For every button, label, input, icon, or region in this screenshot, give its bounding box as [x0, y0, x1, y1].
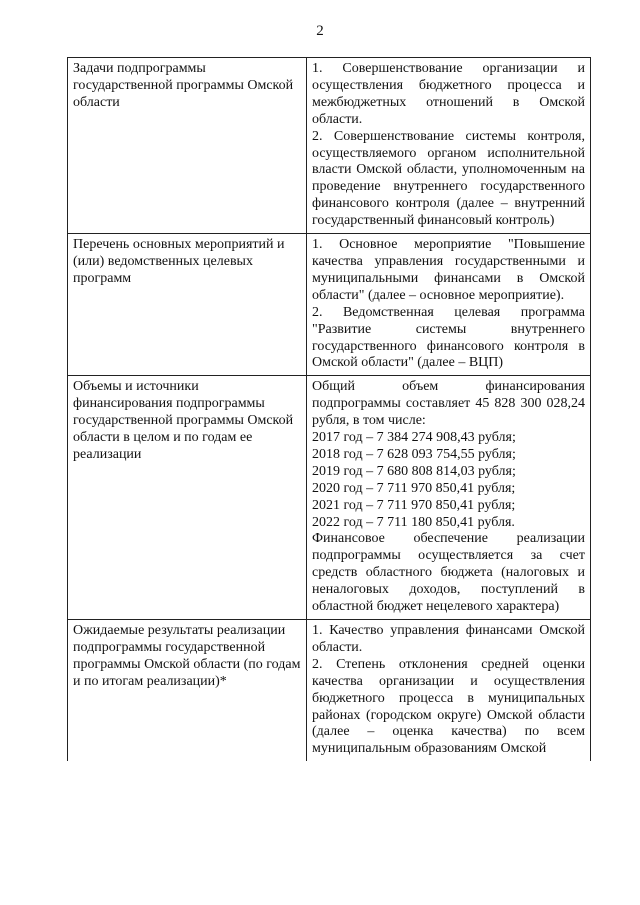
funding-year-line: 2018 год – 7 628 093 754,55 рубля;	[312, 446, 516, 462]
row-label: Объемы и источники финансирования подпрограммы государственной программы Омской области в целом и по годам ее реализации	[68, 376, 307, 620]
table-row-funding	[68, 376, 591, 620]
subprogram-passport-table	[67, 57, 591, 761]
value-paragraph: 1. Совершенствование организации и осуществления бюджетного процесса и межбюджетных отношений в Омской области.	[312, 61, 585, 127]
table-row-results	[68, 620, 591, 762]
value-paragraph: 2. Степень отклонения средней оценки качества организации и осуществления бюджетного процесса в муниципальных районах (городском округе) Омской области (далее – оценка качества) по всем муниципальным образованиям Омской	[312, 656, 585, 757]
page-number: 2	[316, 23, 324, 39]
value-paragraph: Финансовое обеспечение реализации подпрограммы осуществляется за счет средств областного бюджета (налоговых и неналоговых доходов, поступлений в областной бюджет нецелевого характера)	[312, 531, 585, 615]
funding-year-line: 2021 год – 7 711 970 850,41 рубля;	[312, 497, 516, 513]
row-label: Задачи подпрограммы государственной программы Омской области	[68, 58, 307, 234]
funding-year-line: 2020 год – 7 711 970 850,41 рубля;	[312, 480, 516, 496]
row-value	[307, 620, 591, 762]
row-value	[307, 376, 591, 620]
row-label: Перечень основных мероприятий и (или) ведомственных целевых программ	[68, 234, 307, 376]
value-paragraph: 2. Ведомственная целевая программа "Развитие системы внутреннего государственного финансового контроля в Омской области" (далее – ВЦП)	[312, 304, 585, 371]
value-paragraph: Общий объем финансирования подпрограммы составляет 45 828 300 028,24 рубля, в том числе:	[312, 379, 585, 429]
funding-year-line: 2019 год – 7 680 808 814,03 рубля;	[312, 463, 516, 479]
row-value	[307, 234, 591, 376]
table-row-tasks	[68, 58, 591, 234]
funding-year-line: 2017 год – 7 384 274 908,43 рубля;	[312, 430, 516, 446]
value-paragraph: 2. Совершенствование системы контроля, осуществляемого органом исполнительной власти Омской области, уполномоченным на проведение внутреннего государственного финансового контроля (далее – внутренний государственный финансовый контроль)	[312, 128, 585, 229]
row-value	[307, 58, 591, 234]
value-paragraph: 1. Качество управления финансами Омской области.	[312, 623, 585, 655]
row-label: Ожидаемые результаты реализации подпрограммы государственной программы Омской области (по годам и по итогам реализации)*	[68, 620, 307, 762]
funding-year-line: 2022 год – 7 711 180 850,41 рубля.	[312, 514, 515, 530]
value-paragraph: 1. Основное мероприятие "Повышение качества управления государственными и муниципальными финансами в Омской области" (далее – основное мероприятие).	[312, 237, 585, 303]
table-row-activities	[68, 234, 591, 376]
